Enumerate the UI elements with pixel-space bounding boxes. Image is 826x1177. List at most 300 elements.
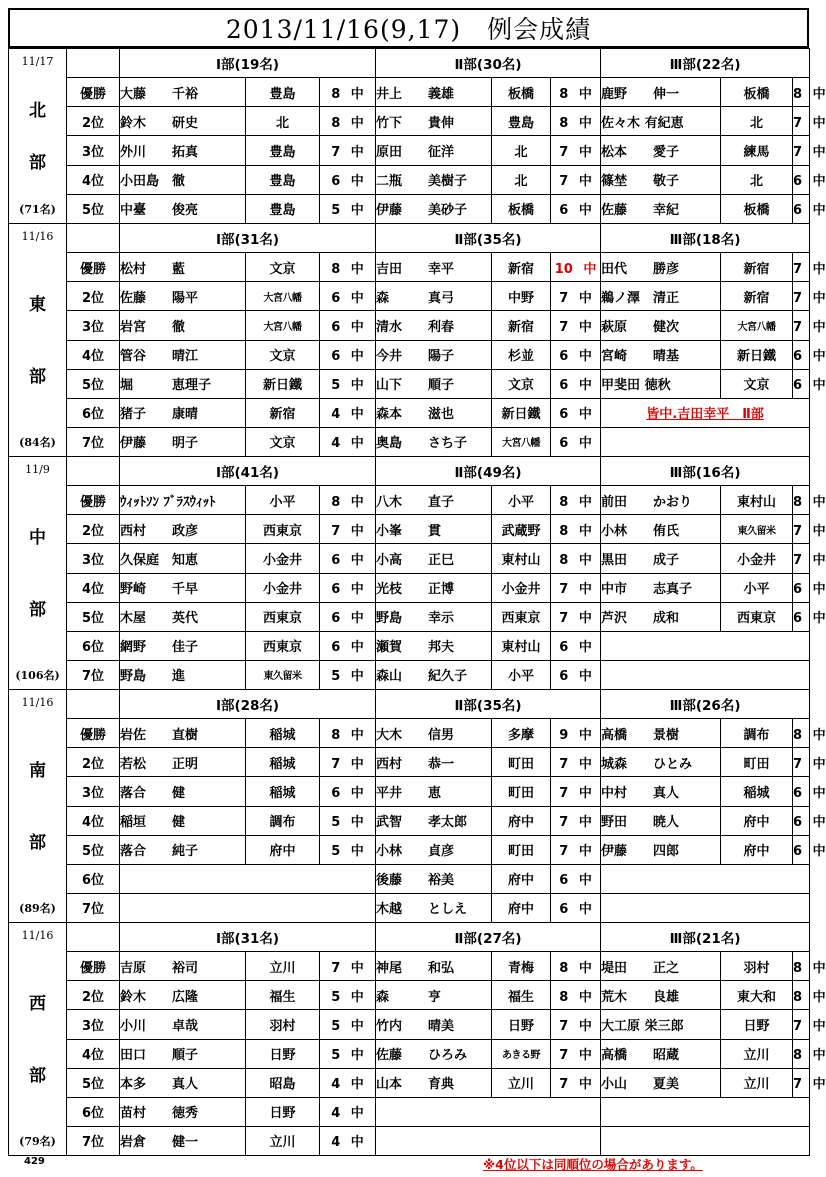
hit-count: 6 中	[551, 398, 601, 427]
club-name: 調布	[246, 806, 320, 835]
club-name: 福生	[492, 981, 551, 1010]
empty-cell	[376, 1126, 601, 1155]
club-name: 東久留米	[246, 660, 320, 689]
region-count: (84名)	[19, 436, 56, 449]
hit-count: 4 中	[320, 1097, 376, 1126]
archer-name: 猪子 康晴	[120, 398, 246, 427]
division-header: Ⅲ部(21名)	[601, 923, 810, 952]
hit-count: 10 中	[551, 253, 601, 282]
club-name: あきる野	[492, 1039, 551, 1068]
archer-name: ｳｨｯﾄｿﾝ ﾌﾞﾗｽｳｨｯﾄ	[120, 486, 246, 515]
hit-count: 6 中	[793, 602, 810, 631]
archer-name: 伊藤 明子	[120, 427, 246, 456]
archer-name: 甲斐田 徳秋	[601, 369, 721, 398]
hit-count: 5 中	[320, 1039, 376, 1068]
archer-name: 平井 恵	[376, 777, 492, 806]
hit-count: 7 中	[320, 952, 376, 981]
archer-name: 清水 利春	[376, 311, 492, 340]
hit-count: 6 中	[320, 165, 376, 194]
hit-count: 8 中	[793, 1039, 810, 1068]
club-name: 豊島	[246, 165, 320, 194]
hit-count: 6 中	[551, 427, 601, 456]
archer-name: 小川 卓哉	[120, 1010, 246, 1039]
archer-name: 伊藤 四郎	[601, 835, 721, 864]
club-name: 西東京	[721, 602, 793, 631]
club-name: 大宮八幡	[492, 427, 551, 456]
hit-count: 8 中	[793, 719, 810, 748]
archer-name: 大木 信男	[376, 719, 492, 748]
hit-count: 8 中	[551, 107, 601, 136]
region-date: 11/9	[25, 463, 50, 476]
hit-count: 8 中	[551, 78, 601, 107]
rank-cell: 5位	[67, 1068, 120, 1097]
hit-count: 6 中	[793, 194, 810, 223]
empty-cell	[601, 631, 810, 660]
club-name: 府中	[492, 806, 551, 835]
hit-count: 8 中	[551, 486, 601, 515]
club-name: 小平	[492, 486, 551, 515]
rank-cell: 5位	[67, 835, 120, 864]
hit-count: 6 中	[551, 864, 601, 893]
rank-cell: 7位	[67, 427, 120, 456]
club-name: 立川	[721, 1039, 793, 1068]
archer-name: 佐藤 陽平	[120, 282, 246, 311]
results-sheet	[8, 8, 826, 1156]
club-name: 杉並	[492, 340, 551, 369]
club-name: 北	[721, 107, 793, 136]
hit-count: 7 中	[793, 107, 810, 136]
region-date: 11/16	[21, 230, 54, 243]
region-name-char: 東	[29, 295, 46, 315]
rank-cell: 4位	[67, 165, 120, 194]
rank-cell: 優勝	[67, 952, 120, 981]
region-cell	[9, 690, 67, 923]
results-table	[8, 48, 826, 1156]
result-row	[9, 1097, 810, 1126]
region-name-char: 中	[29, 528, 46, 548]
region-name-char: 部	[29, 833, 46, 853]
archer-name: 武智 孝太郎	[376, 806, 492, 835]
club-name: 新日鐵	[246, 369, 320, 398]
club-name: 中野	[492, 282, 551, 311]
archer-name: 佐藤 ひろみ	[376, 1039, 492, 1068]
result-row	[9, 136, 810, 165]
club-name: 東大和	[721, 981, 793, 1010]
hit-count: 8 中	[320, 253, 376, 282]
division-header: Ⅲ部(16名)	[601, 457, 810, 486]
region-name-char: 部	[29, 153, 46, 174]
archer-name: 鹿野 伸一	[601, 78, 721, 107]
result-row	[9, 253, 810, 282]
club-name: 東村山	[492, 631, 551, 660]
region-date: 11/16	[21, 929, 54, 942]
region-date: 11/16	[21, 696, 54, 709]
region-name-char: 西	[29, 994, 46, 1014]
club-name: 西東京	[246, 602, 320, 631]
header-blank-cell	[67, 923, 120, 952]
archer-name: 黒田 成子	[601, 544, 721, 573]
club-name: 練馬	[721, 136, 793, 165]
hit-count: 7 中	[793, 748, 810, 777]
result-row	[9, 719, 810, 748]
empty-cell	[120, 864, 376, 893]
club-name: 板橋	[721, 78, 793, 107]
archer-name: 井上 義雄	[376, 78, 492, 107]
club-name: 稲城	[246, 719, 320, 748]
club-name: 武蔵野	[492, 515, 551, 544]
club-name: 東村山	[721, 486, 793, 515]
club-name: 町田	[492, 835, 551, 864]
archer-name: 西村 政彦	[120, 515, 246, 544]
hit-count: 5 中	[320, 806, 376, 835]
rank-cell: 4位	[67, 340, 120, 369]
hit-count: 7 中	[551, 165, 601, 194]
archer-name: 城森 ひとみ	[601, 748, 721, 777]
hit-count: 7 中	[320, 136, 376, 165]
result-row	[9, 1068, 810, 1097]
hit-count: 4 中	[320, 1068, 376, 1097]
hit-count: 7 中	[551, 602, 601, 631]
archer-name: 鵜ノ澤 清正	[601, 282, 721, 311]
club-name: 豊島	[246, 136, 320, 165]
club-name: 東久留米	[721, 515, 793, 544]
club-name: 文京	[721, 369, 793, 398]
rank-cell: 5位	[67, 369, 120, 398]
rank-cell: 7位	[67, 1126, 120, 1155]
result-row	[9, 806, 810, 835]
archer-name: 岩倉 健一	[120, 1126, 246, 1155]
club-name: 青梅	[492, 952, 551, 981]
club-name: 文京	[492, 369, 551, 398]
club-name: 文京	[246, 427, 320, 456]
division-header: Ⅱ部(35名)	[376, 224, 601, 253]
archer-name: 岩宮 徹	[120, 311, 246, 340]
result-row	[9, 1039, 810, 1068]
division-header: Ⅱ部(35名)	[376, 690, 601, 719]
rank-cell: 6位	[67, 1097, 120, 1126]
hit-count: 6 中	[551, 893, 601, 922]
hit-count: 6 中	[793, 777, 810, 806]
result-row	[9, 748, 810, 777]
hit-count: 6 中	[551, 369, 601, 398]
club-name: 新宿	[721, 253, 793, 282]
club-name: 北	[492, 165, 551, 194]
division-header-row	[9, 49, 810, 78]
archer-name: 瀬賀 邦夫	[376, 631, 492, 660]
club-name: 立川	[492, 1068, 551, 1097]
hit-count: 6 中	[793, 835, 810, 864]
archer-name: 佐藤 幸紀	[601, 194, 721, 223]
club-name: 大宮八幡	[246, 282, 320, 311]
result-row	[9, 544, 810, 573]
archer-name: 篠埜 敬子	[601, 165, 721, 194]
region-name-char: 部	[29, 1066, 46, 1086]
region-count: (106名)	[15, 669, 60, 682]
rank-cell: 4位	[67, 573, 120, 602]
empty-cell	[120, 893, 376, 922]
hit-count: 6 中	[320, 340, 376, 369]
club-name: 府中	[492, 893, 551, 922]
hit-count: 4 中	[320, 398, 376, 427]
hit-count: 6 中	[320, 311, 376, 340]
archer-name: 小山 夏美	[601, 1068, 721, 1097]
hit-count: 7 中	[551, 1068, 601, 1097]
hit-count: 6 中	[551, 340, 601, 369]
hit-count: 7 中	[551, 573, 601, 602]
footer	[8, 1153, 809, 1173]
rank-cell: 6位	[67, 864, 120, 893]
archer-name: 中村 真人	[601, 777, 721, 806]
archer-name: 森 亨	[376, 981, 492, 1010]
archer-name: 荒木 良雄	[601, 981, 721, 1010]
archer-name: 高橋 昭蔵	[601, 1039, 721, 1068]
empty-cell	[376, 1097, 601, 1126]
hit-count: 7 中	[793, 1068, 810, 1097]
hit-count: 4 中	[320, 427, 376, 456]
archer-name: 堤田 正之	[601, 952, 721, 981]
hit-count: 8 中	[320, 719, 376, 748]
result-row	[9, 631, 810, 660]
hit-count: 8 中	[793, 952, 810, 981]
header-blank-cell	[67, 49, 120, 78]
division-header: Ⅱ部(27名)	[376, 923, 601, 952]
rank-cell: 3位	[67, 136, 120, 165]
result-row	[9, 486, 810, 515]
division-header: Ⅰ部(19名)	[120, 49, 376, 78]
hit-count: 7 中	[551, 136, 601, 165]
result-row	[9, 107, 810, 136]
page-title: 2013/11/16(9,17) 例会成績	[8, 8, 809, 48]
hit-count: 7 中	[551, 311, 601, 340]
archer-name: 松村 藍	[120, 253, 246, 282]
rank-cell: 2位	[67, 981, 120, 1010]
rank-cell: 4位	[67, 806, 120, 835]
archer-name: 野島 幸示	[376, 602, 492, 631]
archer-name: 山下 順子	[376, 369, 492, 398]
club-name: 稲城	[721, 777, 793, 806]
archer-name: 森山 紀久子	[376, 660, 492, 689]
archer-name: 中臺 俊亮	[120, 194, 246, 223]
hit-count: 6 中	[551, 631, 601, 660]
archer-name: 若松 正明	[120, 748, 246, 777]
rank-cell: 2位	[67, 748, 120, 777]
archer-name: 宮崎 晴基	[601, 340, 721, 369]
archer-name: 小峯 貫	[376, 515, 492, 544]
hit-count: 7 中	[551, 748, 601, 777]
result-row	[9, 165, 810, 194]
club-name: 羽村	[246, 1010, 320, 1039]
club-name: 西東京	[246, 515, 320, 544]
footnote: ※4位以下は同順位の場合があります。	[483, 1157, 703, 1172]
result-row	[9, 835, 810, 864]
club-name: 町田	[492, 777, 551, 806]
club-name: 府中	[246, 835, 320, 864]
hit-count: 8 中	[551, 515, 601, 544]
archer-name: 落合 純子	[120, 835, 246, 864]
archer-name: 二瓶 美樹子	[376, 165, 492, 194]
hit-count: 7 中	[793, 515, 810, 544]
result-row	[9, 602, 810, 631]
archer-name: 西村 恭一	[376, 748, 492, 777]
club-name: 豊島	[246, 194, 320, 223]
rank-cell: 3位	[67, 1010, 120, 1039]
hit-count: 7 中	[793, 544, 810, 573]
empty-cell	[601, 660, 810, 689]
club-name: 大宮八幡	[246, 311, 320, 340]
club-name: 日野	[246, 1039, 320, 1068]
result-row	[9, 78, 810, 107]
hit-count: 6 中	[793, 340, 810, 369]
hit-count: 7 中	[551, 777, 601, 806]
result-row	[9, 777, 810, 806]
archer-name: 堀 恵理子	[120, 369, 246, 398]
division-header: Ⅱ部(30名)	[376, 49, 601, 78]
hit-count: 8 中	[793, 981, 810, 1010]
division-header-row	[9, 457, 810, 486]
hit-count: 6 中	[551, 660, 601, 689]
hit-count: 6 中	[320, 544, 376, 573]
archer-name: 奥島 さち子	[376, 427, 492, 456]
club-name: 日野	[721, 1010, 793, 1039]
result-row	[9, 981, 810, 1010]
hit-count: 6 中	[320, 282, 376, 311]
archer-name: 落合 健	[120, 777, 246, 806]
hit-count: 6 中	[320, 631, 376, 660]
archer-name: 大藤 千裕	[120, 78, 246, 107]
club-name: 府中	[721, 806, 793, 835]
archer-name: 高橋 景樹	[601, 719, 721, 748]
division-header: Ⅲ部(18名)	[601, 224, 810, 253]
club-name: 羽村	[721, 952, 793, 981]
region-name-char: 北	[29, 100, 46, 121]
club-name: 小金井	[246, 573, 320, 602]
archer-name: 神尾 和弘	[376, 952, 492, 981]
hit-count: 8 中	[551, 952, 601, 981]
archer-name: 小林 貞彦	[376, 835, 492, 864]
result-row	[9, 311, 810, 340]
club-name: 西東京	[492, 602, 551, 631]
header-blank-cell	[67, 457, 120, 486]
club-name: 府中	[492, 864, 551, 893]
archer-name: 中市 志真子	[601, 573, 721, 602]
club-name: 文京	[246, 253, 320, 282]
division-header-row	[9, 923, 810, 952]
division-header-row	[9, 224, 810, 253]
division-header-row	[9, 690, 810, 719]
hit-count: 7 中	[551, 806, 601, 835]
hit-count: 7 中	[793, 253, 810, 282]
archer-name: 岩佐 直樹	[120, 719, 246, 748]
hit-count: 8 中	[320, 107, 376, 136]
region-count: (89名)	[19, 902, 56, 915]
rank-cell: 6位	[67, 631, 120, 660]
hit-count: 7 中	[551, 1039, 601, 1068]
club-name: 小金井	[492, 573, 551, 602]
club-name: 小金井	[246, 544, 320, 573]
result-row	[9, 398, 810, 427]
result-row	[9, 427, 810, 456]
club-name: 大宮八幡	[721, 311, 793, 340]
hit-count: 5 中	[320, 835, 376, 864]
hit-count: 6 中	[320, 602, 376, 631]
region-name-char: 部	[29, 600, 46, 620]
hit-count: 6 中	[551, 194, 601, 223]
hit-count: 6 中	[793, 369, 810, 398]
hit-count: 7 中	[551, 282, 601, 311]
region-count: (79名)	[19, 1135, 56, 1148]
club-name: 新日鐵	[492, 398, 551, 427]
archer-name: 前田 かおり	[601, 486, 721, 515]
archer-name: 森本 滋也	[376, 398, 492, 427]
archer-name: 久保庭 知恵	[120, 544, 246, 573]
archer-name: 田口 順子	[120, 1039, 246, 1068]
region-cell	[9, 49, 67, 224]
archer-name: 大工原 栄三郎	[601, 1010, 721, 1039]
club-name: 新宿	[492, 311, 551, 340]
club-name: 東村山	[492, 544, 551, 573]
rank-cell: 3位	[67, 777, 120, 806]
club-name: 新日鐵	[721, 340, 793, 369]
division-header: Ⅲ部(22名)	[601, 49, 810, 78]
archer-name: 苗村 徳秀	[120, 1097, 246, 1126]
archer-name: 山本 育典	[376, 1068, 492, 1097]
archer-name: 後藤 裕美	[376, 864, 492, 893]
hit-count: 7 中	[793, 311, 810, 340]
club-name: 稲城	[246, 777, 320, 806]
archer-name: 竹内 晴美	[376, 1010, 492, 1039]
rank-cell: 2位	[67, 282, 120, 311]
hit-count: 9 中	[551, 719, 601, 748]
club-name: 多摩	[492, 719, 551, 748]
empty-cell	[601, 1097, 810, 1126]
club-name: 小平	[492, 660, 551, 689]
club-name: 文京	[246, 340, 320, 369]
club-name: 豊島	[492, 107, 551, 136]
hit-count: 8 中	[320, 78, 376, 107]
rank-cell: 2位	[67, 107, 120, 136]
archer-name: 野島 進	[120, 660, 246, 689]
rank-cell: 4位	[67, 1039, 120, 1068]
hit-count: 8 中	[551, 981, 601, 1010]
club-name: 立川	[246, 952, 320, 981]
club-name: 新宿	[246, 398, 320, 427]
club-name: 豊島	[246, 78, 320, 107]
rank-cell: 3位	[67, 311, 120, 340]
club-name: 立川	[721, 1068, 793, 1097]
rank-cell: 5位	[67, 194, 120, 223]
club-name: 日野	[246, 1097, 320, 1126]
archer-name: 野田 暁人	[601, 806, 721, 835]
region-name-char: 部	[29, 367, 46, 387]
region-count: (71名)	[19, 202, 56, 216]
rank-cell: 優勝	[67, 486, 120, 515]
region-name-char: 南	[29, 761, 46, 781]
club-name: 新宿	[492, 253, 551, 282]
hit-count: 6 中	[793, 806, 810, 835]
hit-count: 8 中	[551, 544, 601, 573]
hit-count: 4 中	[320, 1126, 376, 1155]
club-name: 小平	[246, 486, 320, 515]
archer-name: 今井 陽子	[376, 340, 492, 369]
result-row	[9, 952, 810, 981]
archer-name: 芦沢 成和	[601, 602, 721, 631]
division-header: Ⅰ部(28名)	[120, 690, 376, 719]
rank-cell: 7位	[67, 893, 120, 922]
hit-count: 8 中	[320, 486, 376, 515]
hit-count: 5 中	[320, 194, 376, 223]
club-name: 昭島	[246, 1068, 320, 1097]
archer-name: 吉原 裕司	[120, 952, 246, 981]
